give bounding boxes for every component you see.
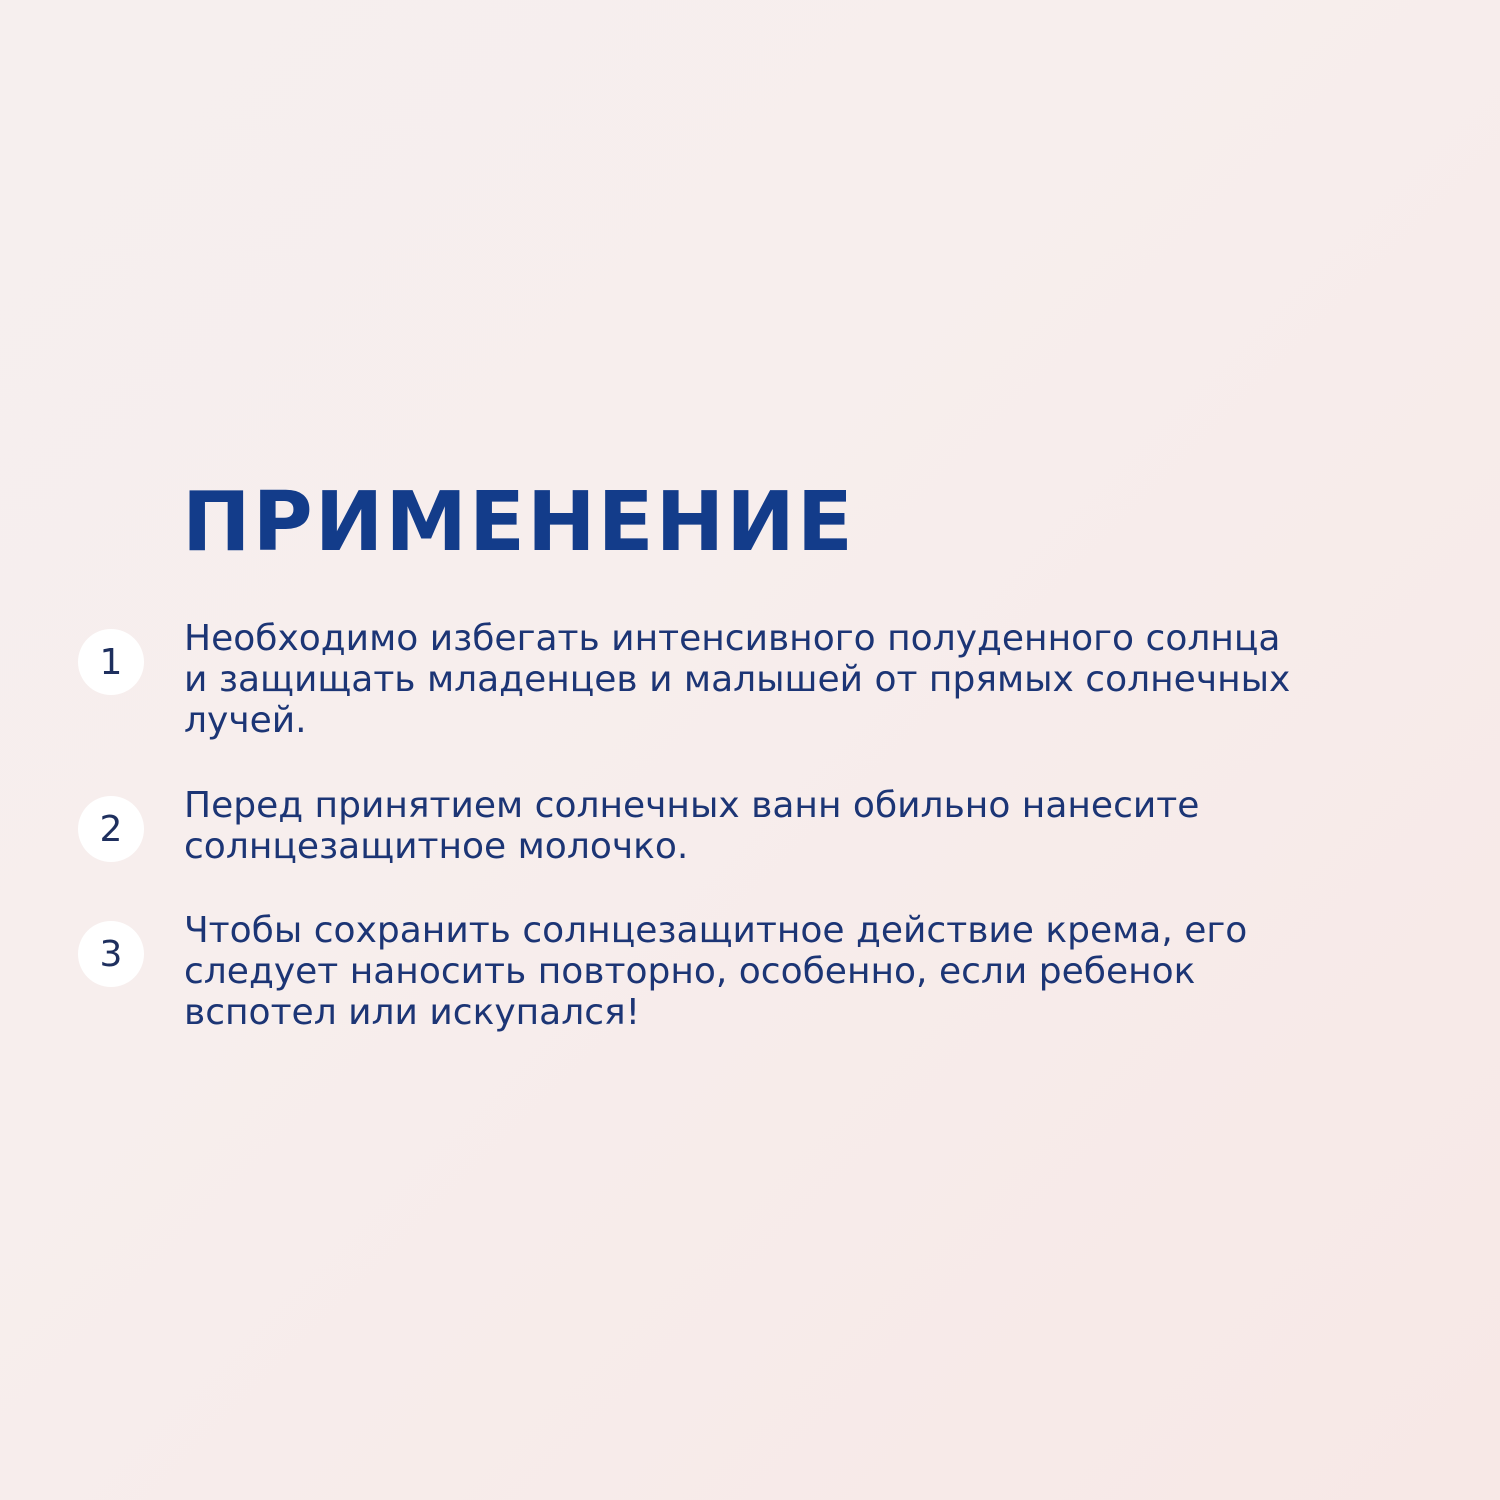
- step-text: [184, 785, 1364, 867]
- step-text-line: солнцезащитное молочко.: [184, 826, 689, 867]
- step-number-badge: 2: [78, 796, 144, 862]
- step-text: [184, 618, 1364, 741]
- step-text-line: и защищать младенцев и малышей от прямых солнечных: [184, 659, 1291, 700]
- step-text-line: Необходимо избегать интенсивного полуденного солнца: [184, 618, 1281, 659]
- step-number-badge: 1: [78, 629, 144, 695]
- step-number-badge: 3: [78, 921, 144, 987]
- page-title: ПРИМЕНЕНИЕ: [182, 475, 855, 570]
- step-text: [184, 910, 1364, 1033]
- step-text-line: вспотел или искупался!: [184, 992, 641, 1033]
- step-text-line: Чтобы сохранить солнцезащитное действие крема, его: [184, 910, 1248, 951]
- step-text-line: Перед принятием солнечных ванн обильно нанесите: [184, 785, 1200, 826]
- step-text-line: следует наносить повторно, особенно, если ребенок: [184, 951, 1196, 992]
- step-text-line: лучей.: [184, 700, 307, 741]
